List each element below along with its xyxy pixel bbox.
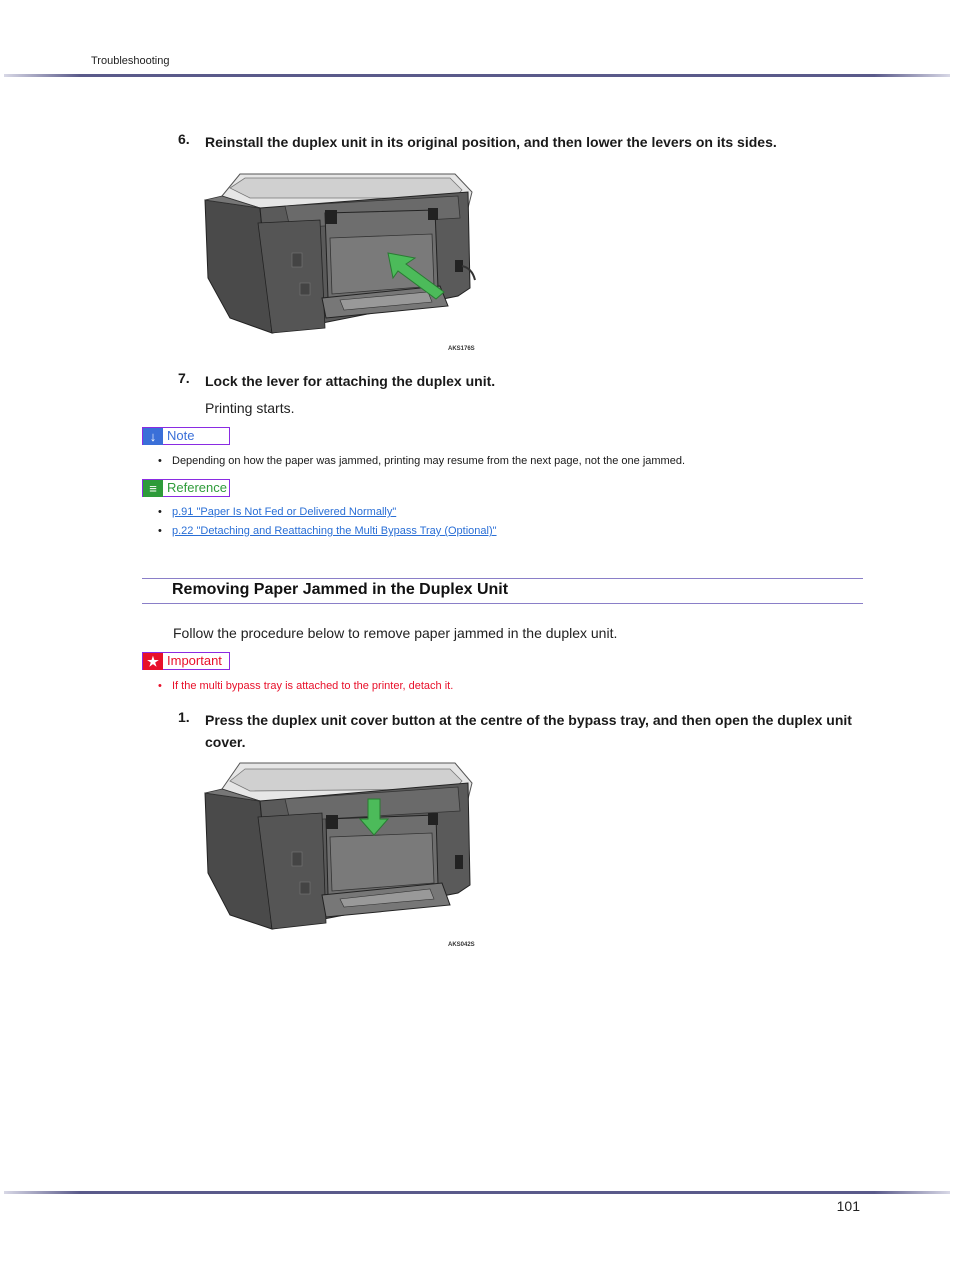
step-number: 1. [178,709,190,725]
star-icon: ★ [143,653,163,670]
important-label: ★ Important [142,652,230,670]
important-item: • If the multi bypass tray is attached to the printer, detach it. [158,680,454,692]
step-text-line-1: Press the duplex unit cover button at the centre of the bypass tray, and then open the duplex unit [205,712,852,728]
step-text: Reinstall the duplex unit in its original position, and then lower the levers on its sides. [205,134,777,150]
running-title: Troubleshooting [91,55,170,67]
step-7-result: Printing starts. [205,400,295,416]
page-number: 101 [836,1198,860,1214]
section-intro: Follow the procedure below to remove paper jammed in the duplex unit. [173,625,618,641]
reference-item: • p.22 "Detaching and Reattaching the Multi Bypass Tray (Optional)" [158,525,497,537]
footer-rule [4,1191,950,1194]
step-6 [178,131,868,153]
step-7 [178,370,868,392]
reference-label: ≡ Reference [142,479,230,497]
note-label: ↓ Note [142,427,230,445]
printer-figure-2 [200,757,490,947]
step-number: 7. [178,370,190,386]
reference-link-2[interactable]: p.22 "Detaching and Reattaching the Multi Bypass Tray (Optional)" [172,525,497,537]
section-title: Removing Paper Jammed in the Duplex Unit [172,581,509,598]
step-text: Lock the lever for attaching the duplex unit. [205,373,496,389]
step-text-line-2: cover. [205,734,246,750]
note-item: • Depending on how the paper was jammed, printing may resume from the next page, not the one jammed. [158,455,686,467]
printer-figure-1 [200,168,490,358]
reference-item: • p.91 "Paper Is Not Fed or Delivered Normally" [158,506,397,518]
document-icon: ≡ [143,480,163,497]
figure-2-code: AKS042S [448,942,475,948]
section-heading [142,578,863,604]
figure-1-code: AKS176S [448,346,475,352]
header-rule [4,74,950,77]
reference-link-1[interactable]: p.91 "Paper Is Not Fed or Delivered Normally" [172,506,397,518]
step-number: 6. [178,131,190,147]
down-arrow-icon: ↓ [143,428,163,445]
step-1 [178,709,868,753]
